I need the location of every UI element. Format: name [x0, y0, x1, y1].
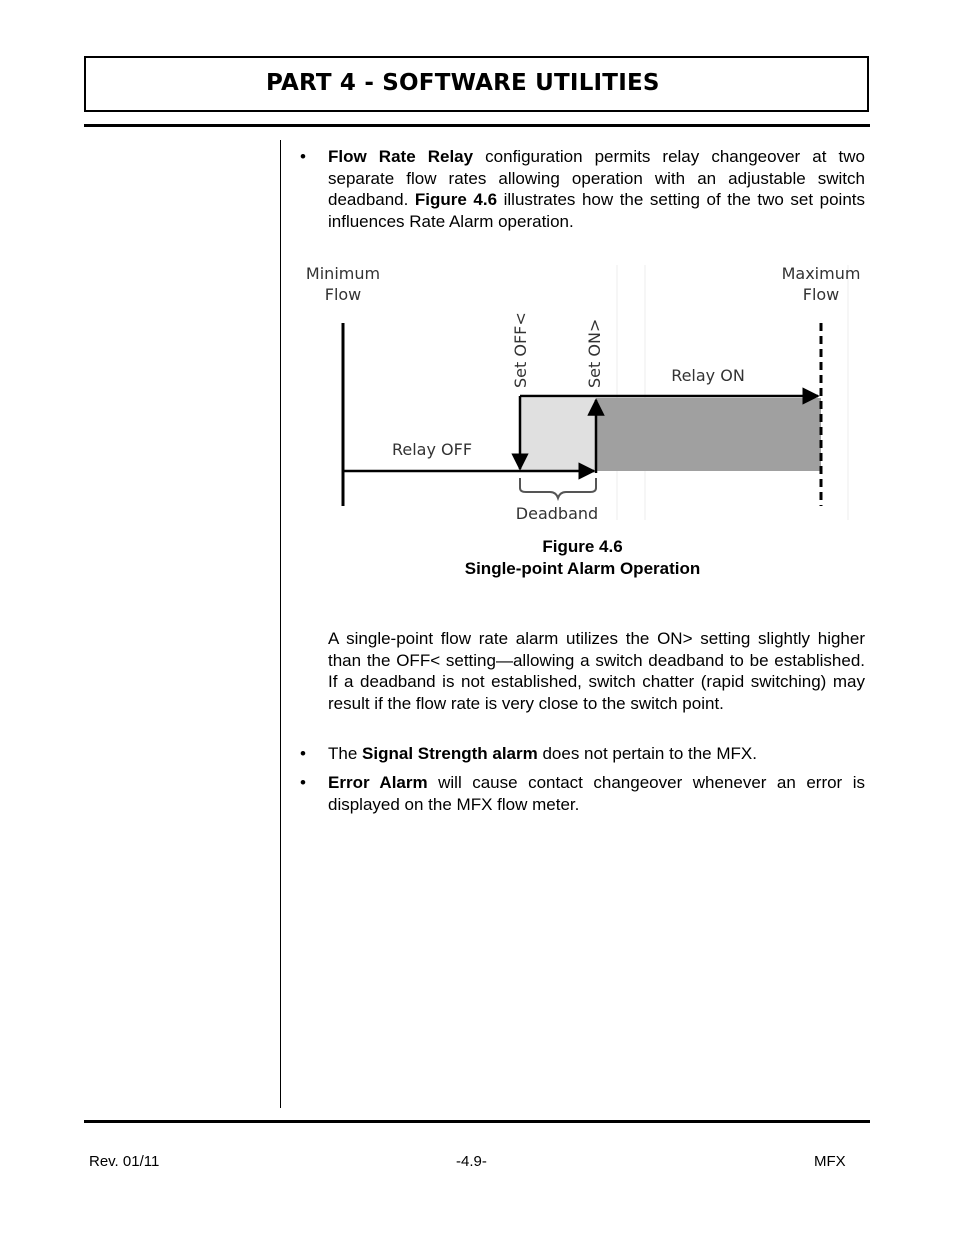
- term-error-alarm: Error Alarm: [328, 773, 428, 792]
- deadband-region: [520, 398, 596, 471]
- maximum-label-2: Flow: [802, 285, 840, 304]
- margin-line: [280, 140, 281, 1108]
- footer-product: MFX: [814, 1153, 846, 1170]
- paragraph-single-point: A single-point flow rate alarm utilizes the ON> setting slightly higher than the OFF< setting—allowing a switch deadband to be established. If a deadband is not established, switch chatter (rapid switching) may result if the flow rate is very close to the switch point.: [328, 629, 865, 714]
- set-on-label: Set ON>: [585, 318, 604, 388]
- deadband-label: Deadband: [515, 504, 599, 523]
- relay-on-region: [596, 398, 821, 471]
- footer-page-number: -4.9-: [456, 1153, 487, 1170]
- footer-revision: Rev. 01/11: [89, 1153, 160, 1170]
- figure-reference: Figure 4.6: [414, 190, 498, 210]
- minimum-label-2: Flow: [324, 285, 362, 304]
- page-title: PART 4 - SOFTWARE UTILITIES: [266, 70, 660, 96]
- figure-caption-title: Single-point Alarm Operation: [464, 559, 701, 578]
- relay-off-label: Relay OFF: [391, 440, 473, 459]
- bullet-3: •: [300, 773, 306, 792]
- top-rule: [84, 124, 870, 127]
- bottom-rule: [84, 1120, 870, 1123]
- term-flow-rate-relay: Flow Rate Relay: [328, 147, 474, 166]
- figure-caption-number: Figure 4.6: [542, 537, 623, 556]
- bullet-2: •: [300, 744, 306, 763]
- relay-on-label: Relay ON: [671, 366, 745, 385]
- paragraph-error-alarm: Error Alarm will cause contact changeover whenever an error is displayed on the MFX flow meter.: [328, 773, 865, 814]
- paragraph-signal-strength: The Signal Strength alarm does not pertain to the MFX.: [328, 744, 757, 763]
- bullet-1: •: [300, 147, 306, 166]
- alarm-operation-diagram: [300, 258, 870, 523]
- paragraph-flow-rate-relay: Flow Rate Relay configuration permits relay changeover at two separate flow rates allowing operation with an adjustable switch deadband. Figure 4.6 illustrates how the setting of the two set points influences Rate Alarm operation.: [328, 147, 865, 232]
- minimum-label-1: Minimum: [305, 264, 381, 283]
- set-off-label: Set OFF<: [511, 312, 530, 388]
- term-signal-strength: Signal Strength alarm: [362, 744, 538, 763]
- maximum-label-1: Maximum: [781, 264, 861, 283]
- deadband-brace: [520, 478, 596, 498]
- header-box: [84, 56, 869, 112]
